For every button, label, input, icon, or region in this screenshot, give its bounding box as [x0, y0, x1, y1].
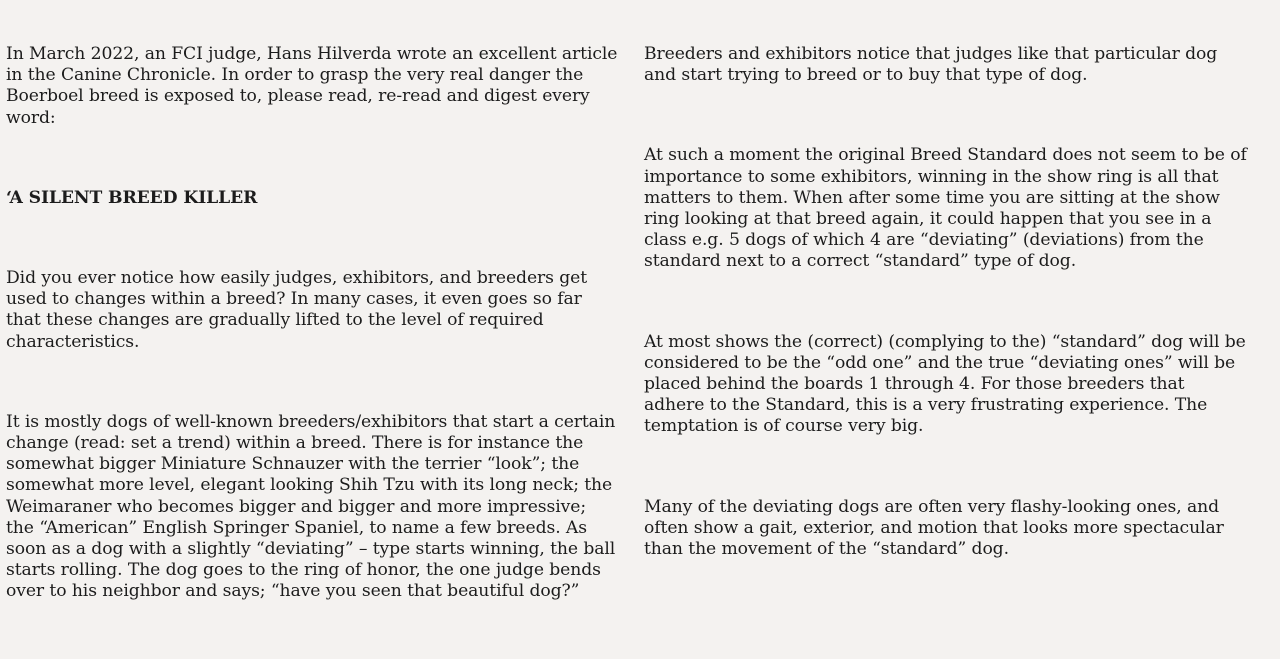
right-paragraph-4: Many of the deviating dogs are often very flashy-looking ones, and often show a gait, exterior, and motion that looks more spectacular than the movement of the “standard” dog.: [644, 496, 1224, 560]
right-column: [644, 44, 1249, 560]
left-column: [6, 44, 618, 603]
right-paragraph-1: Breeders and exhibitors notice that judges like that particular dog and start trying to breed or to buy that type of dog.: [644, 44, 1218, 86]
left-paragraph-2: It is mostly dogs of well-known breeders/exhibitors that start a certain change (read: set a trend) within a breed. There is for instance the somewhat bigger Miniature Schnauzer with the terrier “look”; the somewhat more level, elegant looking Shih Tzu with its long neck; the Weimaraner who becomes bigger and bigger and more impressive; the “American” English Springer Spaniel, to name a few breeds. As soon as a dog with a slightly “deviating” – type starts winning, the ball starts rolling. The dog goes to the ring of honor, the one judge bends over to his neighbor and says; “have you seen that beautiful dog?”: [6, 411, 616, 602]
intro-paragraph: In March 2022, an FCI judge, Hans Hilverda wrote an excellent article in the Canine Chronicle. In order to grasp the very real danger the Boerboel breed is exposed to, please read, re-read and digest every word:: [6, 44, 618, 128]
left-paragraph-1: Did you ever notice how easily judges, exhibitors, and breeders get used to changes within a breed? In many cases, it even goes so far that these changes are gradually lifted to the level of required characteristics.: [6, 268, 588, 352]
right-paragraph-3: At most shows the (correct) (complying to the) “standard” dog will be considered to be the “odd one” and the true “deviating ones” will be placed behind the boards 1 through 4. For those breeders that adhere to the Standard, this is a very frustrating experience. The temptation is of course very big.: [644, 331, 1246, 437]
article-headline: ‘A SILENT BREED KILLER: [6, 187, 258, 208]
right-paragraph-2: At such a moment the original Breed Standard does not seem to be of importance to some exhibitors, winning in the show ring is all that matters to them. When after some time you are sitting at the show ring looking at that breed again, it could happen that you see in a class e.g. 5 dogs of which 4 are “deviating” (deviations) from the standard next to a correct “standard” type of dog.: [644, 145, 1247, 272]
